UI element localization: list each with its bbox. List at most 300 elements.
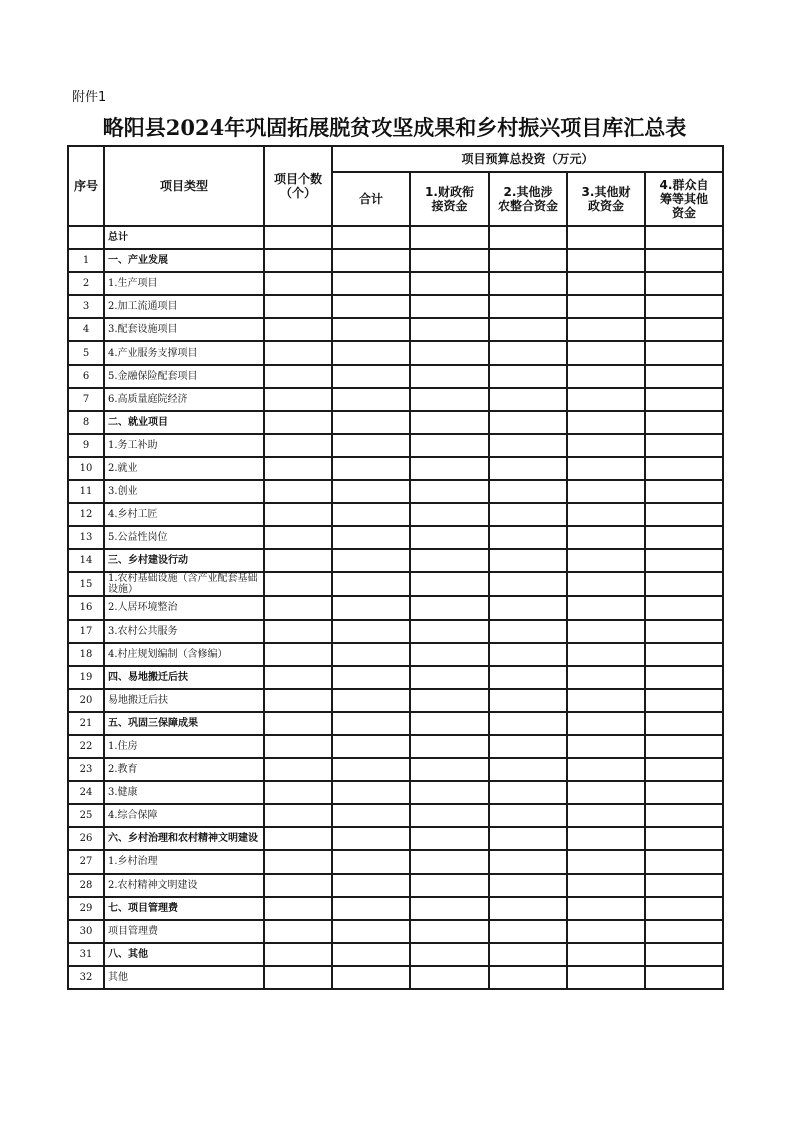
row-total-cell[interactable] xyxy=(332,572,410,596)
row-fund4-cell[interactable] xyxy=(645,874,723,897)
row-project-type: 4.村庄规划编制（含修编） xyxy=(104,643,264,666)
row-fund4-cell[interactable] xyxy=(645,689,723,712)
row-fund2-cell[interactable] xyxy=(489,850,567,873)
row-seq: 29 xyxy=(68,897,104,920)
row-fund4-cell[interactable] xyxy=(645,804,723,827)
table-body xyxy=(68,226,723,989)
row-project-type: 2.农村精神文明建设 xyxy=(104,874,264,897)
table-row xyxy=(68,572,723,596)
row-seq: 10 xyxy=(68,457,104,480)
row-fund3-cell[interactable] xyxy=(567,689,645,712)
row-fund4-cell[interactable] xyxy=(645,226,723,249)
row-seq: 17 xyxy=(68,620,104,643)
row-fund1-cell[interactable] xyxy=(410,620,489,643)
row-fund3-cell[interactable] xyxy=(567,295,645,318)
row-count-cell[interactable] xyxy=(264,457,332,480)
row-fund1-cell[interactable] xyxy=(410,781,489,804)
table-row xyxy=(68,596,723,619)
row-fund2-cell[interactable] xyxy=(489,434,567,457)
row-fund3-cell[interactable] xyxy=(567,249,645,272)
row-fund4-cell[interactable] xyxy=(645,549,723,572)
document-title: 略阳县2024年巩固拓展脱贫攻坚成果和乡村振兴项目库汇总表 xyxy=(102,115,687,140)
row-count-cell[interactable] xyxy=(264,480,332,503)
row-count-cell[interactable] xyxy=(264,874,332,897)
row-count-cell[interactable] xyxy=(264,850,332,873)
row-fund4-cell[interactable] xyxy=(645,850,723,873)
row-project-type: 5.金融保险配套项目 xyxy=(104,365,264,388)
row-count-cell[interactable] xyxy=(264,966,332,989)
row-fund4-cell[interactable] xyxy=(645,781,723,804)
row-fund2-cell[interactable] xyxy=(489,572,567,596)
row-fund4-cell[interactable] xyxy=(645,480,723,503)
row-fund3-cell[interactable] xyxy=(567,735,645,758)
row-fund3-cell[interactable] xyxy=(567,781,645,804)
row-total-cell[interactable] xyxy=(332,643,410,666)
row-count-cell[interactable] xyxy=(264,643,332,666)
row-fund2-cell[interactable] xyxy=(489,897,567,920)
row-count-cell[interactable] xyxy=(264,827,332,850)
table-row xyxy=(68,874,723,897)
row-fund2-cell[interactable] xyxy=(489,758,567,781)
row-fund1-cell[interactable] xyxy=(410,850,489,873)
row-fund2-cell[interactable] xyxy=(489,874,567,897)
row-count-cell[interactable] xyxy=(264,411,332,434)
row-fund2-cell[interactable] xyxy=(489,341,567,364)
row-project-type: 1.农村基础设施（含产业配套基础设施） xyxy=(104,572,264,596)
header-total: 合计 xyxy=(332,172,410,226)
table-row xyxy=(68,897,723,920)
row-total-cell[interactable] xyxy=(332,804,410,827)
row-total-cell[interactable] xyxy=(332,457,410,480)
row-fund1-cell[interactable] xyxy=(410,249,489,272)
row-fund3-cell[interactable] xyxy=(567,666,645,689)
row-count-cell[interactable] xyxy=(264,781,332,804)
row-fund3-cell[interactable] xyxy=(567,480,645,503)
row-fund2-cell[interactable] xyxy=(489,966,567,989)
row-seq: 7 xyxy=(68,388,104,411)
row-total-cell[interactable] xyxy=(332,897,410,920)
row-count-cell[interactable] xyxy=(264,388,332,411)
row-total-cell[interactable] xyxy=(332,249,410,272)
row-count-cell[interactable] xyxy=(264,804,332,827)
row-fund3-cell[interactable] xyxy=(567,850,645,873)
row-fund4-cell[interactable] xyxy=(645,341,723,364)
row-fund4-cell[interactable] xyxy=(645,272,723,295)
row-fund1-cell[interactable] xyxy=(410,897,489,920)
row-fund4-cell[interactable] xyxy=(645,966,723,989)
row-seq: 13 xyxy=(68,526,104,549)
row-count-cell[interactable] xyxy=(264,735,332,758)
row-project-type: 总计 xyxy=(104,226,264,249)
row-count-cell[interactable] xyxy=(264,897,332,920)
row-seq: 14 xyxy=(68,549,104,572)
row-total-cell[interactable] xyxy=(332,341,410,364)
row-fund3-cell[interactable] xyxy=(567,874,645,897)
row-count-cell[interactable] xyxy=(264,295,332,318)
row-fund1-cell[interactable] xyxy=(410,434,489,457)
row-seq: 11 xyxy=(68,480,104,503)
row-fund4-cell[interactable] xyxy=(645,572,723,596)
row-fund3-cell[interactable] xyxy=(567,966,645,989)
row-seq: 5 xyxy=(68,341,104,364)
row-fund1-cell[interactable] xyxy=(410,874,489,897)
row-fund2-cell[interactable] xyxy=(489,249,567,272)
row-project-type: 5.公益性岗位 xyxy=(104,526,264,549)
row-fund2-cell[interactable] xyxy=(489,689,567,712)
row-seq: 6 xyxy=(68,365,104,388)
row-total-cell[interactable] xyxy=(332,272,410,295)
row-seq: 18 xyxy=(68,643,104,666)
row-total-cell[interactable] xyxy=(332,874,410,897)
row-fund1-cell[interactable] xyxy=(410,712,489,735)
row-fund1-cell[interactable] xyxy=(410,804,489,827)
row-seq: 31 xyxy=(68,943,104,966)
row-fund4-cell[interactable] xyxy=(645,712,723,735)
row-fund1-cell[interactable] xyxy=(410,666,489,689)
row-fund2-cell[interactable] xyxy=(489,827,567,850)
row-fund4-cell[interactable] xyxy=(645,596,723,619)
row-count-cell[interactable] xyxy=(264,365,332,388)
row-fund4-cell[interactable] xyxy=(645,943,723,966)
row-total-cell[interactable] xyxy=(332,850,410,873)
row-project-type: 一、产业发展 xyxy=(104,249,264,272)
table-row xyxy=(68,735,723,758)
row-total-cell[interactable] xyxy=(332,620,410,643)
table-row xyxy=(68,966,723,989)
row-seq: 26 xyxy=(68,827,104,850)
row-seq: 20 xyxy=(68,689,104,712)
row-fund2-cell[interactable] xyxy=(489,295,567,318)
row-total-cell[interactable] xyxy=(332,666,410,689)
row-total-cell[interactable] xyxy=(332,295,410,318)
row-fund4-cell[interactable] xyxy=(645,434,723,457)
row-seq: 3 xyxy=(68,295,104,318)
row-fund3-cell[interactable] xyxy=(567,920,645,943)
row-fund1-cell[interactable] xyxy=(410,503,489,526)
table-row xyxy=(68,920,723,943)
row-fund4-cell[interactable] xyxy=(645,295,723,318)
table-row xyxy=(68,549,723,572)
row-seq: 30 xyxy=(68,920,104,943)
row-count-cell[interactable] xyxy=(264,434,332,457)
row-seq: 4 xyxy=(68,318,104,341)
row-fund1-cell[interactable] xyxy=(410,295,489,318)
row-fund4-cell[interactable] xyxy=(645,620,723,643)
row-fund3-cell[interactable] xyxy=(567,758,645,781)
row-seq: 16 xyxy=(68,596,104,619)
row-fund1-cell[interactable] xyxy=(410,318,489,341)
row-total-cell[interactable] xyxy=(332,480,410,503)
row-seq: 12 xyxy=(68,503,104,526)
row-fund2-cell[interactable] xyxy=(489,643,567,666)
table-row xyxy=(68,804,723,827)
row-total-cell[interactable] xyxy=(332,758,410,781)
row-fund4-cell[interactable] xyxy=(645,411,723,434)
row-fund2-cell[interactable] xyxy=(489,920,567,943)
row-count-cell[interactable] xyxy=(264,596,332,619)
row-fund2-cell[interactable] xyxy=(489,526,567,549)
row-seq: 22 xyxy=(68,735,104,758)
row-fund3-cell[interactable] xyxy=(567,411,645,434)
table-row xyxy=(68,272,723,295)
row-fund1-cell[interactable] xyxy=(410,226,489,249)
row-project-type: 七、项目管理费 xyxy=(104,897,264,920)
row-project-type: 三、乡村建设行动 xyxy=(104,549,264,572)
row-fund2-cell[interactable] xyxy=(489,388,567,411)
table-row xyxy=(68,712,723,735)
row-count-cell[interactable] xyxy=(264,526,332,549)
row-project-type: 3.健康 xyxy=(104,781,264,804)
row-total-cell[interactable] xyxy=(332,735,410,758)
row-project-type: 1.住房 xyxy=(104,735,264,758)
row-seq xyxy=(68,226,104,249)
table-row xyxy=(68,318,723,341)
summary-table xyxy=(67,145,724,990)
header-count: 项目个数（个） xyxy=(264,146,332,226)
row-fund3-cell[interactable] xyxy=(567,943,645,966)
row-count-cell[interactable] xyxy=(264,272,332,295)
row-project-type: 1.务工补助 xyxy=(104,434,264,457)
table-row xyxy=(68,689,723,712)
row-seq: 19 xyxy=(68,666,104,689)
row-total-cell[interactable] xyxy=(332,526,410,549)
row-count-cell[interactable] xyxy=(264,318,332,341)
row-fund1-cell[interactable] xyxy=(410,596,489,619)
row-fund4-cell[interactable] xyxy=(645,388,723,411)
row-fund1-cell[interactable] xyxy=(410,643,489,666)
row-fund4-cell[interactable] xyxy=(645,318,723,341)
table-row xyxy=(68,620,723,643)
row-project-type: 2.人居环境整治 xyxy=(104,596,264,619)
row-seq: 25 xyxy=(68,804,104,827)
row-count-cell[interactable] xyxy=(264,620,332,643)
row-project-type: 3.创业 xyxy=(104,480,264,503)
row-total-cell[interactable] xyxy=(332,411,410,434)
row-fund1-cell[interactable] xyxy=(410,365,489,388)
row-fund1-cell[interactable] xyxy=(410,827,489,850)
row-count-cell[interactable] xyxy=(264,920,332,943)
header-fund2: 2.其他涉农整合资金 xyxy=(489,172,567,226)
row-project-type: 四、易地搬迁后扶 xyxy=(104,666,264,689)
row-project-type: 1.生产项目 xyxy=(104,272,264,295)
row-fund2-cell[interactable] xyxy=(489,549,567,572)
row-count-cell[interactable] xyxy=(264,549,332,572)
row-fund1-cell[interactable] xyxy=(410,341,489,364)
table-row xyxy=(68,226,723,249)
row-project-type: 易地搬迁后扶 xyxy=(104,689,264,712)
row-fund3-cell[interactable] xyxy=(567,457,645,480)
header-type: 项目类型 xyxy=(104,146,264,226)
row-fund2-cell[interactable] xyxy=(489,411,567,434)
row-fund2-cell[interactable] xyxy=(489,620,567,643)
row-total-cell[interactable] xyxy=(332,943,410,966)
row-fund1-cell[interactable] xyxy=(410,272,489,295)
row-total-cell[interactable] xyxy=(332,596,410,619)
row-fund2-cell[interactable] xyxy=(489,596,567,619)
row-fund2-cell[interactable] xyxy=(489,503,567,526)
row-fund2-cell[interactable] xyxy=(489,943,567,966)
table-row xyxy=(68,827,723,850)
row-fund3-cell[interactable] xyxy=(567,643,645,666)
row-fund4-cell[interactable] xyxy=(645,365,723,388)
row-total-cell[interactable] xyxy=(332,365,410,388)
row-project-type: 2.加工流通项目 xyxy=(104,295,264,318)
row-fund3-cell[interactable] xyxy=(567,827,645,850)
row-fund4-cell[interactable] xyxy=(645,666,723,689)
row-fund4-cell[interactable] xyxy=(645,827,723,850)
row-fund3-cell[interactable] xyxy=(567,388,645,411)
row-project-type: 4.乡村工匠 xyxy=(104,503,264,526)
table-row xyxy=(68,480,723,503)
row-fund3-cell[interactable] xyxy=(567,804,645,827)
row-fund4-cell[interactable] xyxy=(645,897,723,920)
row-fund3-cell[interactable] xyxy=(567,365,645,388)
row-fund3-cell[interactable] xyxy=(567,434,645,457)
row-count-cell[interactable] xyxy=(264,712,332,735)
row-fund1-cell[interactable] xyxy=(410,920,489,943)
header-fund4: 4.群众自筹等其他资金 xyxy=(645,172,723,226)
row-project-type: 其他 xyxy=(104,966,264,989)
row-fund2-cell[interactable] xyxy=(489,365,567,388)
row-fund4-cell[interactable] xyxy=(645,920,723,943)
row-fund1-cell[interactable] xyxy=(410,411,489,434)
row-count-cell[interactable] xyxy=(264,689,332,712)
row-fund2-cell[interactable] xyxy=(489,318,567,341)
row-seq: 2 xyxy=(68,272,104,295)
table-row xyxy=(68,388,723,411)
row-project-type: 1.乡村治理 xyxy=(104,850,264,873)
row-fund2-cell[interactable] xyxy=(489,781,567,804)
row-fund4-cell[interactable] xyxy=(645,735,723,758)
row-count-cell[interactable] xyxy=(264,249,332,272)
row-fund1-cell[interactable] xyxy=(410,966,489,989)
row-fund3-cell[interactable] xyxy=(567,596,645,619)
row-seq: 27 xyxy=(68,850,104,873)
row-total-cell[interactable] xyxy=(332,781,410,804)
row-count-cell[interactable] xyxy=(264,572,332,596)
row-total-cell[interactable] xyxy=(332,318,410,341)
row-project-type: 2.就业 xyxy=(104,457,264,480)
row-seq: 32 xyxy=(68,966,104,989)
table-row xyxy=(68,434,723,457)
row-fund2-cell[interactable] xyxy=(489,666,567,689)
row-fund4-cell[interactable] xyxy=(645,503,723,526)
row-total-cell[interactable] xyxy=(332,712,410,735)
row-fund1-cell[interactable] xyxy=(410,388,489,411)
row-fund2-cell[interactable] xyxy=(489,804,567,827)
row-total-cell[interactable] xyxy=(332,689,410,712)
row-project-type: 2.教育 xyxy=(104,758,264,781)
table-row xyxy=(68,365,723,388)
row-total-cell[interactable] xyxy=(332,966,410,989)
table-row xyxy=(68,295,723,318)
header-budget-group: 项目预算总投资（万元） xyxy=(332,146,723,172)
row-count-cell[interactable] xyxy=(264,341,332,364)
row-fund3-cell[interactable] xyxy=(567,503,645,526)
table-row xyxy=(68,643,723,666)
row-fund1-cell[interactable] xyxy=(410,480,489,503)
row-fund2-cell[interactable] xyxy=(489,226,567,249)
row-fund3-cell[interactable] xyxy=(567,712,645,735)
row-total-cell[interactable] xyxy=(332,549,410,572)
row-project-type: 项目管理费 xyxy=(104,920,264,943)
table-row xyxy=(68,457,723,480)
table-row xyxy=(68,341,723,364)
row-project-type: 3.配套设施项目 xyxy=(104,318,264,341)
row-count-cell[interactable] xyxy=(264,226,332,249)
row-fund2-cell[interactable] xyxy=(489,272,567,295)
row-fund3-cell[interactable] xyxy=(567,549,645,572)
row-project-type: 3.农村公共服务 xyxy=(104,620,264,643)
row-fund2-cell[interactable] xyxy=(489,735,567,758)
row-seq: 28 xyxy=(68,874,104,897)
row-fund3-cell[interactable] xyxy=(567,272,645,295)
row-project-type: 五、巩固三保障成果 xyxy=(104,712,264,735)
row-fund3-cell[interactable] xyxy=(567,318,645,341)
row-count-cell[interactable] xyxy=(264,666,332,689)
row-total-cell[interactable] xyxy=(332,226,410,249)
row-fund1-cell[interactable] xyxy=(410,572,489,596)
row-total-cell[interactable] xyxy=(332,388,410,411)
table-row xyxy=(68,526,723,549)
row-fund1-cell[interactable] xyxy=(410,689,489,712)
row-fund3-cell[interactable] xyxy=(567,897,645,920)
row-fund1-cell[interactable] xyxy=(410,758,489,781)
row-count-cell[interactable] xyxy=(264,758,332,781)
row-fund3-cell[interactable] xyxy=(567,572,645,596)
header-seq: 序号 xyxy=(68,146,104,226)
row-seq: 23 xyxy=(68,758,104,781)
row-fund4-cell[interactable] xyxy=(645,643,723,666)
row-total-cell[interactable] xyxy=(332,920,410,943)
row-seq: 15 xyxy=(68,572,104,596)
row-total-cell[interactable] xyxy=(332,503,410,526)
row-seq: 8 xyxy=(68,411,104,434)
row-fund1-cell[interactable] xyxy=(410,943,489,966)
row-fund4-cell[interactable] xyxy=(645,249,723,272)
row-fund2-cell[interactable] xyxy=(489,480,567,503)
row-fund2-cell[interactable] xyxy=(489,712,567,735)
table-row xyxy=(68,943,723,966)
row-fund3-cell[interactable] xyxy=(567,341,645,364)
row-total-cell[interactable] xyxy=(332,434,410,457)
row-fund1-cell[interactable] xyxy=(410,549,489,572)
row-fund4-cell[interactable] xyxy=(645,526,723,549)
row-count-cell[interactable] xyxy=(264,503,332,526)
row-count-cell[interactable] xyxy=(264,943,332,966)
row-fund4-cell[interactable] xyxy=(645,457,723,480)
header-fund3: 3.其他财政资金 xyxy=(567,172,645,226)
row-fund3-cell[interactable] xyxy=(567,226,645,249)
row-seq: 1 xyxy=(68,249,104,272)
row-fund3-cell[interactable] xyxy=(567,526,645,549)
row-total-cell[interactable] xyxy=(332,827,410,850)
row-project-type: 4.综合保障 xyxy=(104,804,264,827)
row-fund1-cell[interactable] xyxy=(410,457,489,480)
row-project-type: 六、乡村治理和农村精神文明建设 xyxy=(104,827,264,850)
header-fund1: 1.财政衔接资金 xyxy=(410,172,489,226)
row-fund1-cell[interactable] xyxy=(410,526,489,549)
row-fund1-cell[interactable] xyxy=(410,735,489,758)
row-fund2-cell[interactable] xyxy=(489,457,567,480)
row-project-type: 八、其他 xyxy=(104,943,264,966)
row-fund3-cell[interactable] xyxy=(567,620,645,643)
table-row xyxy=(68,411,723,434)
row-seq: 9 xyxy=(68,434,104,457)
row-seq: 21 xyxy=(68,712,104,735)
table-row xyxy=(68,850,723,873)
row-fund4-cell[interactable] xyxy=(645,758,723,781)
